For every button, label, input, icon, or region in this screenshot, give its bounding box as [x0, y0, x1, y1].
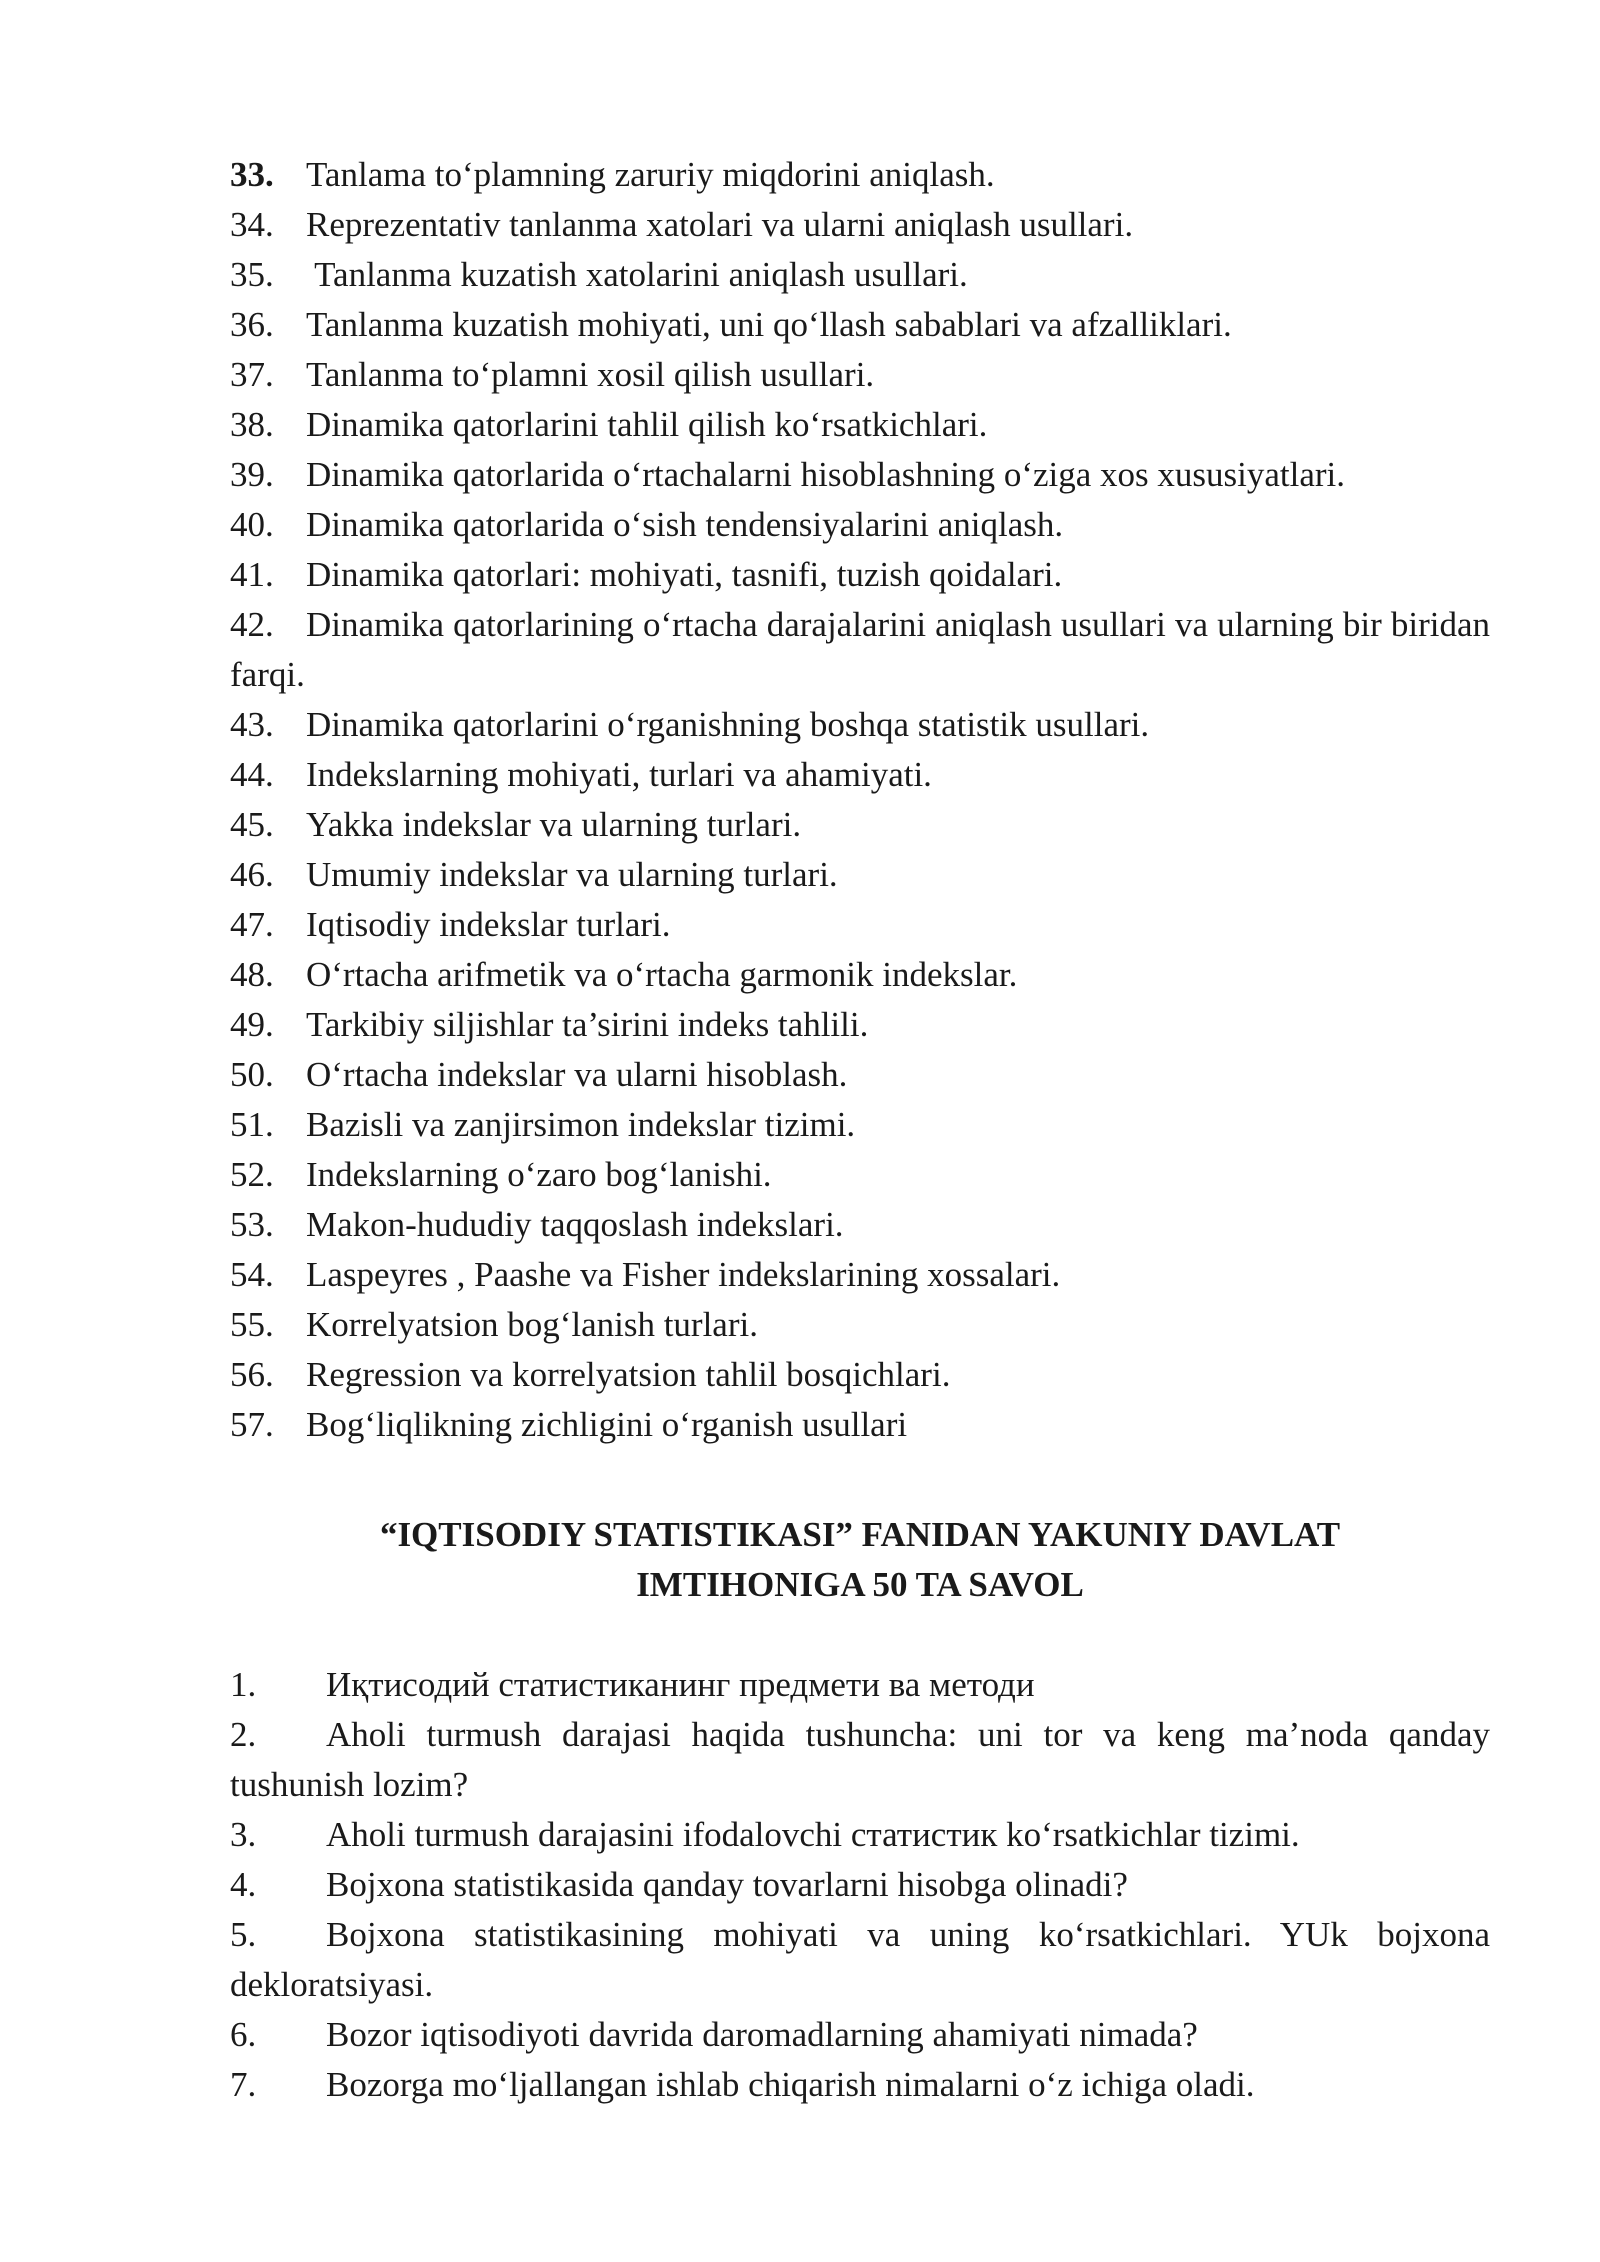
list-item	[230, 250, 1490, 300]
item-text: Korrelyatsion bog‘lanish turlari.	[306, 1305, 758, 1344]
item-text: Bozor iqtisodiyoti davrida daromadlarning ahamiyati nimada?	[326, 2015, 1198, 2054]
item-text: Aholi turmush darajasi haqida tushuncha: uni tor va keng ma’noda qanday tushunish lozim?	[230, 1715, 1490, 1804]
item-number: 6.	[230, 2015, 257, 2054]
item-text: O‘rtacha indekslar va ularni hisoblash.	[306, 1055, 848, 1094]
item-number: 7.	[230, 2065, 257, 2104]
item-text: Dinamika qatorlari: mohiyati, tasnifi, tuzish qoidalari.	[306, 555, 1063, 594]
item-text: Bazisli va zanjirsimon indekslar tizimi.	[306, 1105, 856, 1144]
item-text: Tanlanma to‘plamni xosil qilish usullari.	[306, 355, 875, 394]
item-number: 33.	[230, 155, 274, 194]
exam-question-list	[230, 1660, 1490, 2110]
list-item	[230, 300, 1490, 350]
item-text: Иқтисодий статистиканинг предмети ва методи	[326, 1665, 1035, 1704]
item-number: 37.	[230, 355, 274, 394]
item-number: 45.	[230, 805, 274, 844]
item-text: Regression va korrelyatsion tahlil bosqichlari.	[306, 1355, 951, 1394]
item-text: Makon-hududiy taqqoslash indekslari.	[306, 1205, 844, 1244]
list-item	[230, 1300, 1490, 1350]
item-number: 46.	[230, 855, 274, 894]
section-heading-line-1: “IQTISODIY STATISTIKASI” FANIDAN YAKUNIY DAVLAT	[379, 1515, 1341, 1554]
item-text: Bojxona statistikasida qanday tovarlarni hisobga olinadi?	[326, 1865, 1128, 1904]
item-number: 35.	[230, 255, 274, 294]
item-text: Bog‘liqlikning zichligini o‘rganish usullari	[306, 1405, 908, 1444]
list-item	[230, 900, 1490, 950]
list-item	[230, 1050, 1490, 1100]
list-item	[230, 700, 1490, 750]
item-number: 44.	[230, 755, 274, 794]
item-text: Yakka indekslar va ularning turlari.	[306, 805, 802, 844]
item-number: 53.	[230, 1205, 274, 1244]
item-text: Aholi turmush darajasini ifodalovchi статистик ko‘rsatkichlar tizimi.	[326, 1815, 1300, 1854]
item-number: 43.	[230, 705, 274, 744]
item-text: Dinamika qatorlarini tahlil qilish ko‘rsatkichlari.	[306, 405, 988, 444]
item-number: 4.	[230, 1865, 257, 1904]
item-number: 48.	[230, 955, 274, 994]
item-number: 40.	[230, 505, 274, 544]
item-text: Iqtisodiy indekslar turlari.	[306, 905, 671, 944]
list-item	[230, 1910, 1490, 2010]
item-number: 57.	[230, 1405, 274, 1444]
item-number: 34.	[230, 205, 274, 244]
item-number: 2.	[230, 1715, 257, 1754]
document-content	[230, 150, 1490, 2110]
list-item	[230, 1100, 1490, 1150]
question-list-continued	[230, 150, 1490, 1450]
item-text: Dinamika qatorlarini o‘rganishning boshqa statistik usullari.	[306, 705, 1150, 744]
item-text: Indekslarning mohiyati, turlari va ahamiyati.	[306, 755, 932, 794]
item-number: 1.	[230, 1665, 257, 1704]
list-item	[230, 550, 1490, 600]
item-text: Dinamika qatorlarida o‘rtachalarni hisoblashning o‘ziga xos xususiyatlari.	[306, 455, 1346, 494]
section-heading	[230, 1510, 1490, 1610]
item-number: 55.	[230, 1305, 274, 1344]
list-item	[230, 450, 1490, 500]
item-number: 49.	[230, 1005, 274, 1044]
list-item	[230, 150, 1490, 200]
item-text: Dinamika qatorlarining o‘rtacha darajalarini aniqlash usullari va ularning bir biridan farqi.	[230, 605, 1490, 694]
list-item	[230, 2010, 1490, 2060]
list-item	[230, 1660, 1490, 1710]
section-heading-line-2: IMTIHONIGA 50 TA SAVOL	[636, 1565, 1084, 1604]
item-text: Reprezentativ tanlanma xatolari va ularni aniqlash usullari.	[306, 205, 1134, 244]
item-number: 54.	[230, 1255, 274, 1294]
list-item	[230, 1000, 1490, 1050]
list-item	[230, 800, 1490, 850]
list-item	[230, 1350, 1490, 1400]
list-item	[230, 1250, 1490, 1300]
item-text: Tarkibiy siljishlar ta’sirini indeks tahlili.	[306, 1005, 869, 1044]
item-number: 56.	[230, 1355, 274, 1394]
list-item	[230, 1150, 1490, 1200]
list-item	[230, 850, 1490, 900]
item-number: 51.	[230, 1105, 274, 1144]
item-text: Tanlama to‘plamning zaruriy miqdorini aniqlash.	[306, 155, 995, 194]
item-number: 47.	[230, 905, 274, 944]
list-item	[230, 400, 1490, 450]
item-number: 36.	[230, 305, 274, 344]
item-text: Laspeyres , Paashe va Fisher indekslarining xossalari.	[306, 1255, 1061, 1294]
list-item	[230, 600, 1490, 700]
list-item	[230, 1710, 1490, 1810]
list-item	[230, 1860, 1490, 1910]
item-number: 38.	[230, 405, 274, 444]
item-text: Dinamika qatorlarida o‘sish tendensiyalarini aniqlash.	[306, 505, 1064, 544]
item-text: O‘rtacha arifmetik va o‘rtacha garmonik indekslar.	[306, 955, 1018, 994]
item-number: 50.	[230, 1055, 274, 1094]
item-text: Tanlanma kuzatish xatolarini aniqlash usullari.	[306, 255, 968, 294]
list-item	[230, 1200, 1490, 1250]
list-item	[230, 500, 1490, 550]
item-number: 41.	[230, 555, 274, 594]
item-text: Bojxona statistikasining mohiyati va uning ko‘rsatkichlari. YUk bojxona dekloratsiyasi.	[230, 1915, 1490, 2004]
list-item	[230, 200, 1490, 250]
item-text: Bozorga mo‘ljallangan ishlab chiqarish nimalarni o‘z ichiga oladi.	[326, 2065, 1255, 2104]
list-item	[230, 2060, 1490, 2110]
list-item	[230, 950, 1490, 1000]
list-item	[230, 350, 1490, 400]
item-text: Tanlanma kuzatish mohiyati, uni qo‘llash sabablari va afzalliklari.	[306, 305, 1232, 344]
item-text: Umumiy indekslar va ularning turlari.	[306, 855, 838, 894]
item-number: 5.	[230, 1915, 257, 1954]
item-number: 42.	[230, 605, 274, 644]
list-item	[230, 1400, 1490, 1450]
list-item	[230, 1810, 1490, 1860]
list-item	[230, 750, 1490, 800]
item-text: Indekslarning o‘zaro bog‘lanishi.	[306, 1155, 772, 1194]
item-number: 52.	[230, 1155, 274, 1194]
item-number: 3.	[230, 1815, 257, 1854]
item-number: 39.	[230, 455, 274, 494]
